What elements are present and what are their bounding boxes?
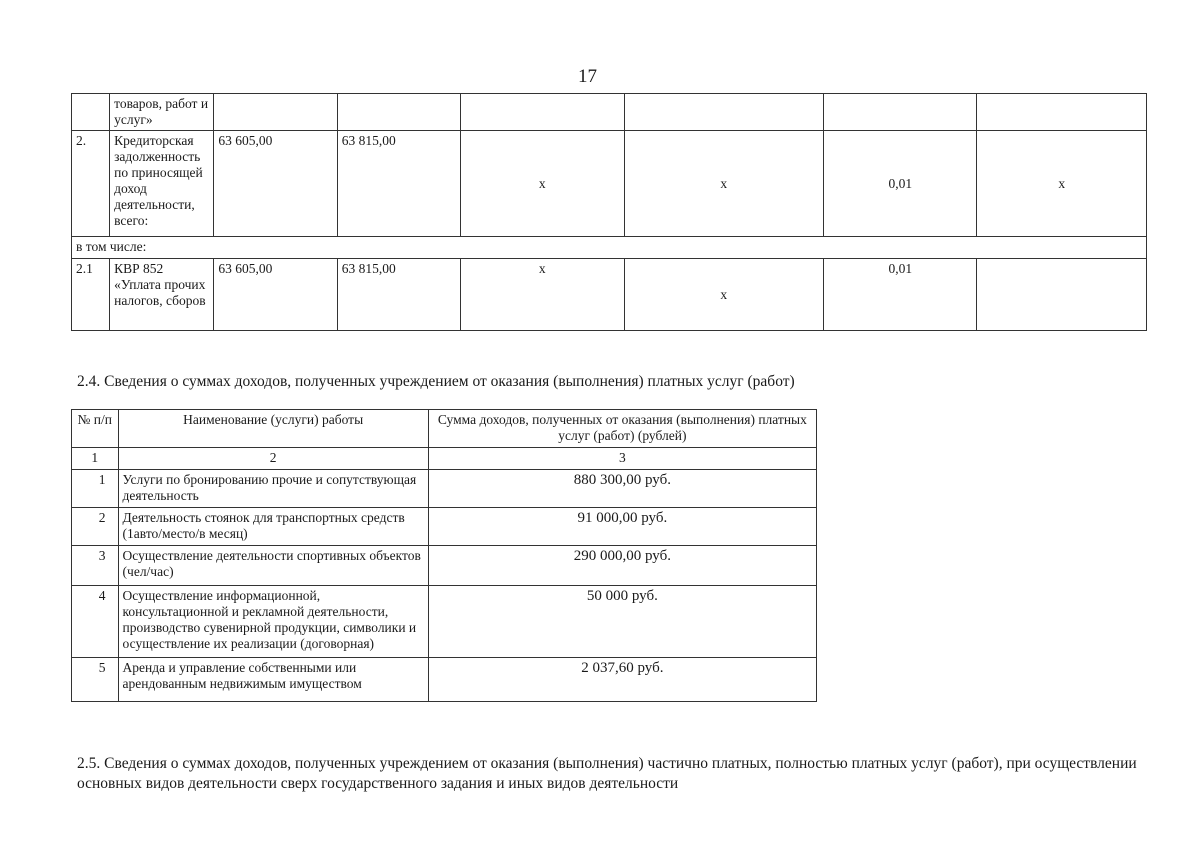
table-row — [72, 546, 817, 586]
service-name: Аренда и управление собственными или арендованным недвижимым имуществом — [118, 658, 428, 702]
page-number: 17 — [578, 66, 597, 87]
table-header-row — [72, 410, 817, 448]
column-number: 3 — [428, 448, 816, 470]
value-cell: x — [977, 131, 1147, 237]
row-name: КВР 852 «Уплата прочих налогов, сборов — [110, 259, 214, 331]
value-cell: 0,01 — [824, 131, 977, 237]
service-name: Услуги по бронированию прочие и сопутствующая деятельность — [118, 470, 428, 508]
header-num: № п/п — [72, 410, 119, 448]
value-cell: x — [461, 131, 624, 237]
row-number: 2 — [72, 508, 119, 546]
income-amount: 2 037,60 руб. — [428, 658, 816, 702]
value-cell: 63 605,00 — [214, 131, 337, 237]
row-name: товаров, работ и услуг» — [110, 94, 214, 131]
value-cell: x — [461, 259, 624, 331]
service-name: Осуществление деятельности спортивных объектов (чел/час) — [118, 546, 428, 586]
row-name: Кредиторская задолженность по приносящей доход деятельности, всего: — [110, 131, 214, 237]
income-amount: 50 000 руб. — [428, 586, 816, 658]
row-number: 2. — [72, 131, 110, 237]
section-2-5-heading: 2.5. Сведения о суммах доходов, полученных учреждением от оказания (выполнения) частично платных, полностью платных услуг (работ), при осуществлении основных видов деятельности сверх государственного задания и иных видов деятельности — [77, 755, 1137, 792]
value-cell — [624, 94, 824, 131]
row-number: 2.1 — [72, 259, 110, 331]
section-2-4-heading: 2.4. Сведения о суммах доходов, полученных учреждением от оказания (выполнения) платных услуг (работ) — [77, 373, 795, 390]
row-number: 4 — [72, 586, 119, 658]
header-sum: Сумма доходов, полученных от оказания (выполнения) платных услуг (работ) (рублей) — [428, 410, 816, 448]
value-cell: x — [624, 131, 824, 237]
value-cell — [824, 94, 977, 131]
table-row — [72, 94, 1147, 131]
value-cell: 63 605,00 — [214, 259, 337, 331]
row-number — [72, 94, 110, 131]
value-cell — [461, 94, 624, 131]
table-row — [72, 658, 817, 702]
value-cell: 63 815,00 — [337, 131, 460, 237]
value-cell: x — [624, 259, 824, 331]
row-number: 5 — [72, 658, 119, 702]
table-row — [72, 508, 817, 546]
row-number: 3 — [72, 546, 119, 586]
header-name: Наименование (услуги) работы — [118, 410, 428, 448]
value-cell — [977, 94, 1147, 131]
value-cell: 0,01 — [824, 259, 977, 331]
column-number: 2 — [118, 448, 428, 470]
receivables-payables-table — [71, 93, 1147, 331]
subtotal-caption: в том числе: — [72, 237, 1147, 259]
table-row — [72, 586, 817, 658]
value-cell — [977, 259, 1147, 331]
income-amount: 290 000,00 руб. — [428, 546, 816, 586]
income-amount: 91 000,00 руб. — [428, 508, 816, 546]
paid-services-income-table — [71, 409, 817, 702]
table-row — [72, 131, 1147, 237]
table-row — [72, 470, 817, 508]
value-cell — [214, 94, 337, 131]
value-cell: 63 815,00 — [337, 259, 460, 331]
column-number-row — [72, 448, 817, 470]
column-number: 1 — [72, 448, 119, 470]
income-amount: 880 300,00 руб. — [428, 470, 816, 508]
row-number: 1 — [72, 470, 119, 508]
table-row — [72, 259, 1147, 331]
service-name: Осуществление информационной, консультационной и рекламной деятельности, производство сувенирной продукции, символики и осуществление их реализации (договорная) — [118, 586, 428, 658]
table-row — [72, 237, 1147, 259]
service-name: Деятельность стоянок для транспортных средств (1авто/место/в месяц) — [118, 508, 428, 546]
value-cell — [337, 94, 460, 131]
